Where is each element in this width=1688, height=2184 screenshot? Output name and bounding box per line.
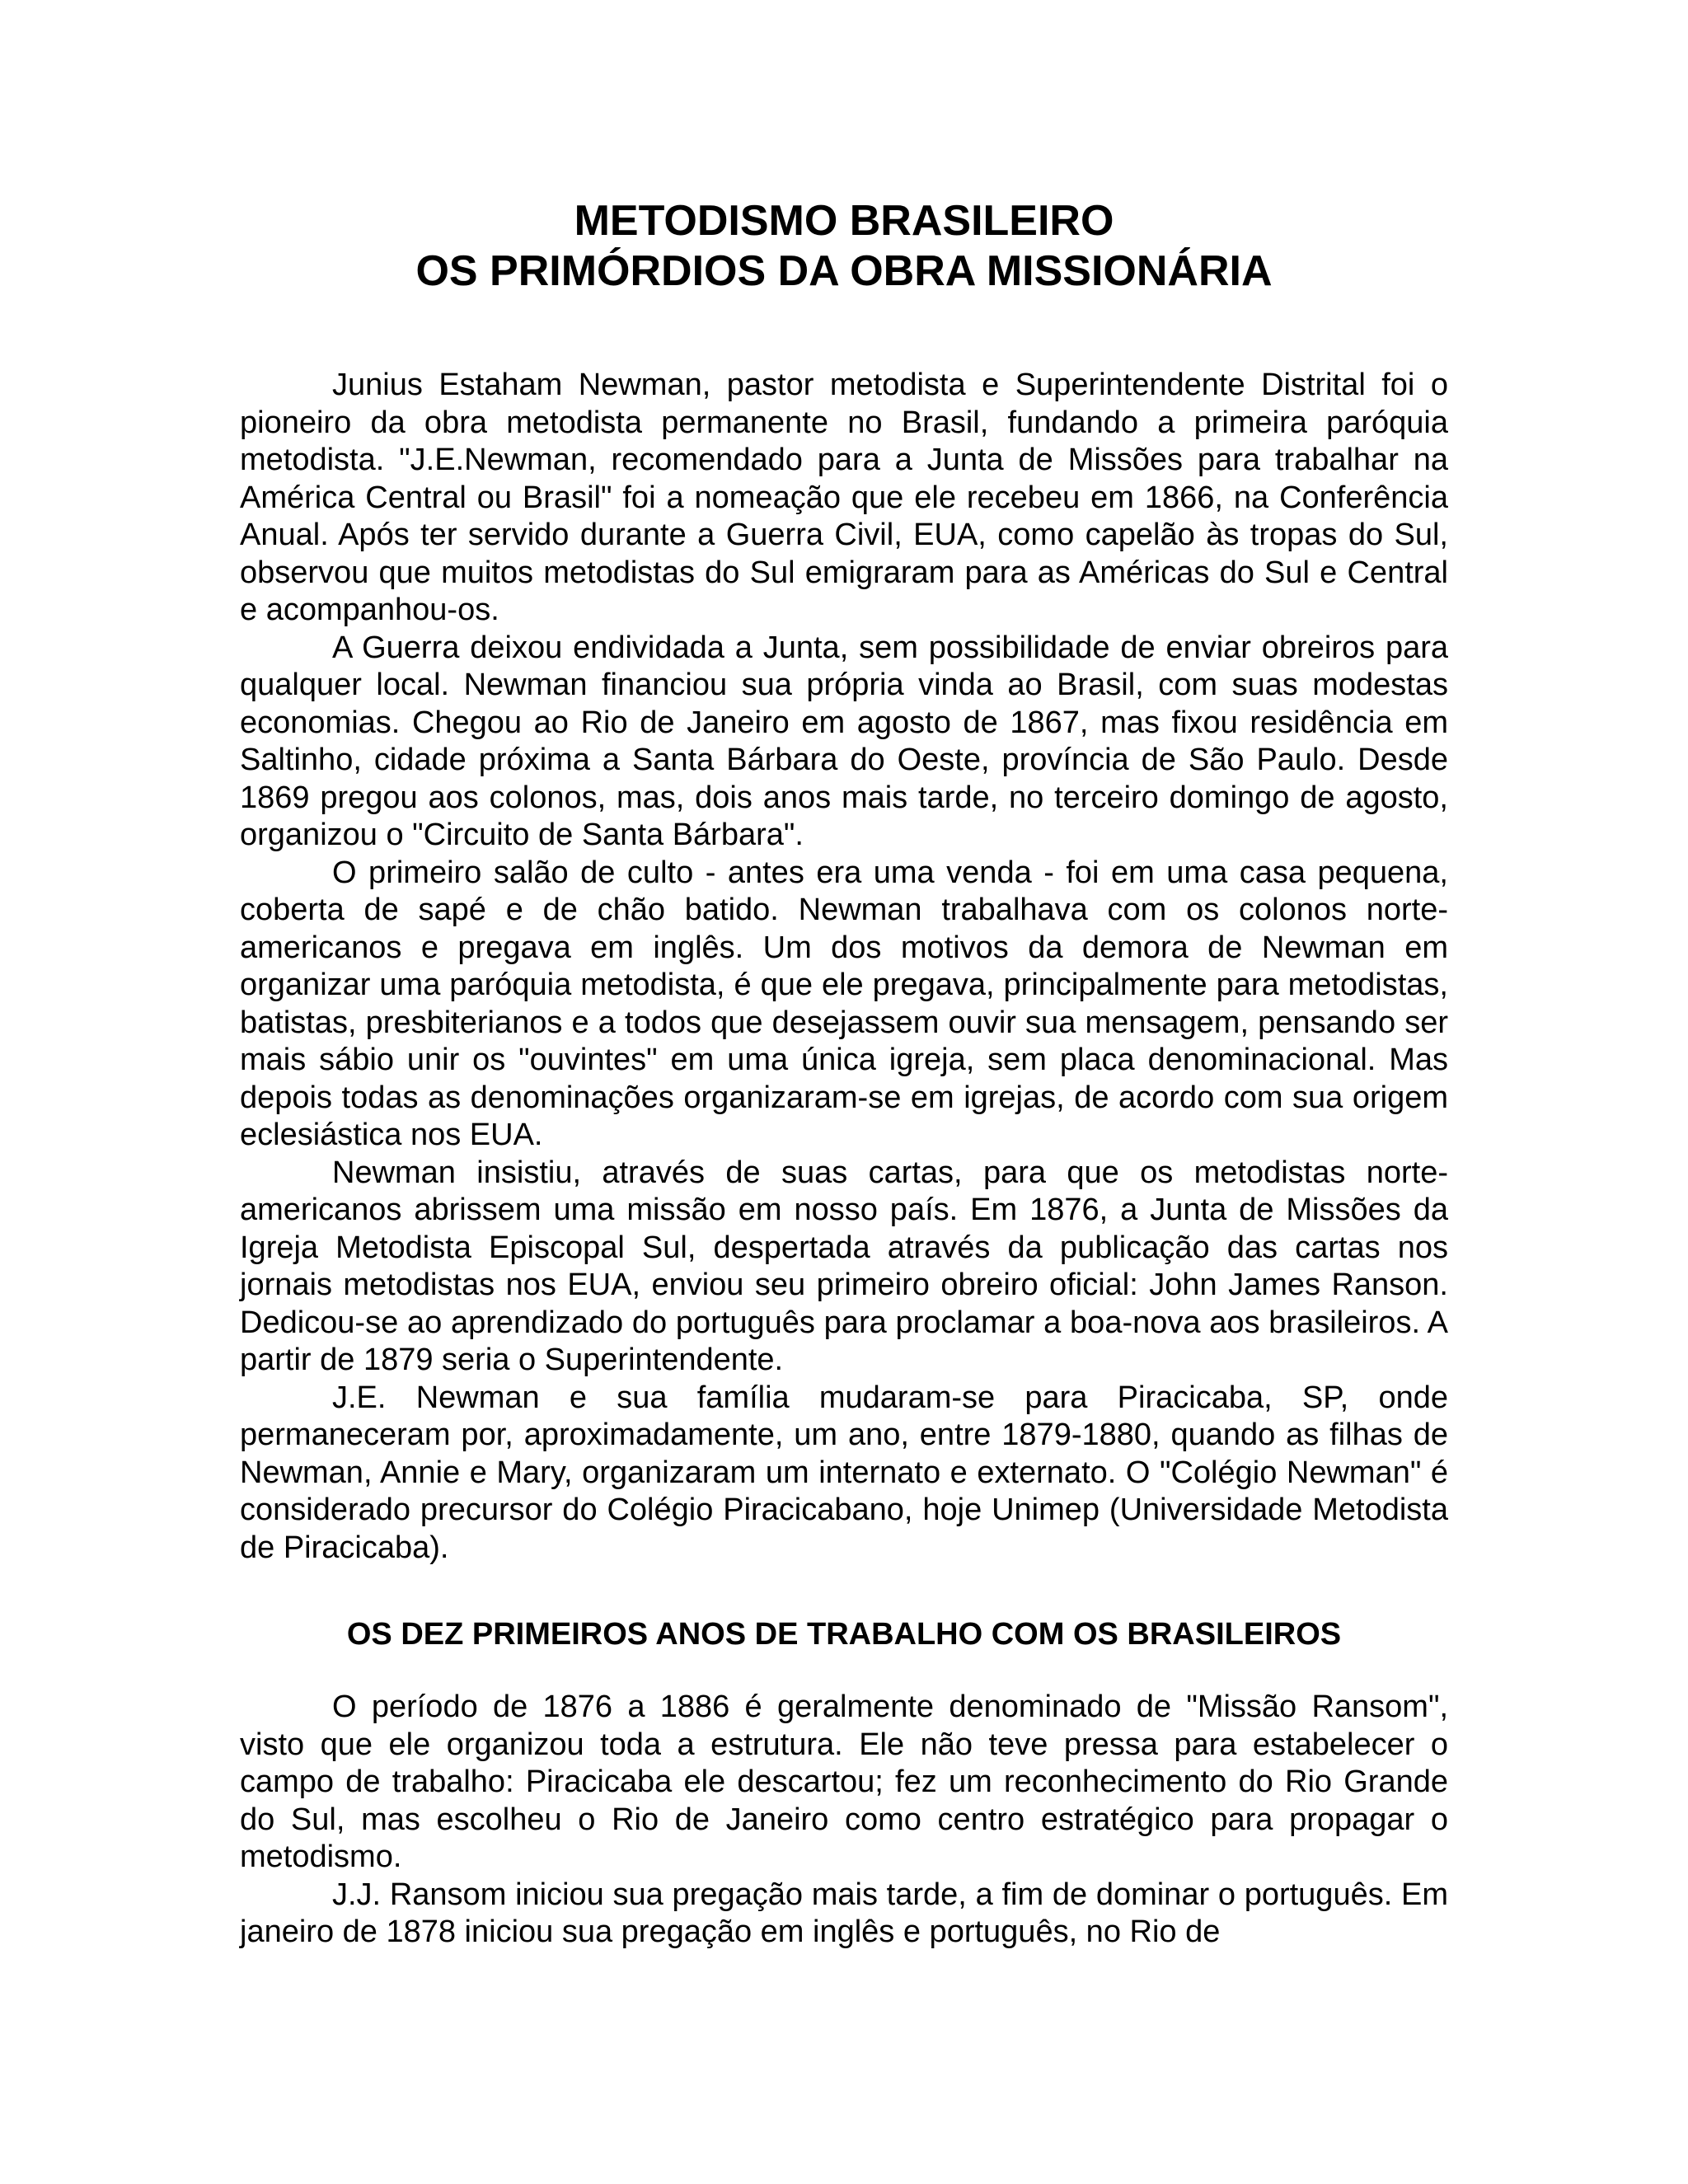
paragraph: O primeiro salão de culto - antes era uma venda - foi em uma casa pequena, coberta de sapé e de chão batido. Newman trabalhava com os colonos norte-americanos e pregava em inglês. Um dos motivos da demora de Newman em organizar uma paróquia metodista, é que ele pregava, principalmente para metodistas, batistas, presbiterianos e a todos que desejassem ouvir sua mensagem, pensando ser mais sábio unir os "ouvintes" em uma única igreja, sem placa denominacional. Mas depois todas as denominações organizaram-se em igrejas, de acordo com sua origem eclesiástica nos EUA.	[240, 855, 1448, 1152]
paragraph: A Guerra deixou endividada a Junta, sem possibilidade de enviar obreiros para qualquer local. Newman financiou sua própria vinda ao Brasil, com suas modestas economias. Chegou ao Rio de Janeiro em agosto de 1867, mas fixou residência em Saltinho, cidade próxima a Santa Bárbara do Oeste, província de São Paulo. Desde 1869 pregou aos colonos, mas, dois anos mais tarde, no terceiro domingo de agosto, organizou o "Circuito de Santa Bárbara".	[240, 630, 1448, 852]
paragraph: O período de 1876 a 1886 é geralmente denominado de "Missão Ransom", visto que ele organizou toda a estrutura. Ele não teve pressa para estabelecer o campo de trabalho: Piracicaba ele descartou; fez um reconhecimento do Rio Grande do Sul, mas escolheu o Rio de Janeiro como centro estratégico para propagar o metodismo.	[240, 1690, 1448, 1874]
paragraph: J.J. Ransom iniciou sua pregação mais tarde, a fim de dominar o português. Em janeiro de 1878 iniciou sua pregação em inglês e português, no Rio de	[240, 1877, 1448, 1949]
paragraph: J.E. Newman e sua família mudaram-se para Piracicaba, SP, onde permaneceram por, aproximadamente, um ano, entre 1879-1880, quando as filhas de Newman, Annie e Mary, organizaram um internato e externato. O "Colégio Newman" é considerado precursor do Colégio Piracicabano, hoje Unimep (Universidade Metodista de Piracicaba).	[240, 1380, 1448, 1565]
section-1-body	[240, 367, 1448, 1567]
paragraph: Newman insistiu, através de suas cartas, para que os metodistas norte-americanos abrissem uma missão em nosso país. Em 1876, a Junta de Missões da Igreja Metodista Episcopal Sul, despertada através da publicação das cartas nos jornais metodistas nos EUA, enviou seu primeiro obreiro oficial: John James Ranson. Dedicou-se ao aprendizado do português para proclamar a boa-nova aos brasileiros. A partir de 1879 seria o Superintendente.	[240, 1155, 1448, 1377]
document-title-line-1: METODISMO BRASILEIRO	[574, 197, 1114, 245]
document-title-line-2: OS PRIMÓRDIOS DA OBRA MISSIONÁRIA	[415, 247, 1273, 295]
section-2-heading: OS DEZ PRIMEIROS ANOS DE TRABALHO COM OS BRASILEIROS	[346, 1617, 1342, 1652]
section-2-body	[240, 1689, 1448, 1952]
paragraph: Junius Estaham Newman, pastor metodista e Superintendente Distrital foi o pioneiro da obra metodista permanente no Brasil, fundando a primeira paróquia metodista. "J.E.Newman, recomendado para a Junta de Missões para trabalhar na América Central ou Brasil" foi a nomeação que ele recebeu em 1866, na Conferência Anual. Após ter servido durante a Guerra Civil, EUA, como capelão às tropas do Sul, observou que muitos metodistas do Sul emigraram para as Américas do Sul e Central e acompanhou-os.	[240, 368, 1448, 627]
